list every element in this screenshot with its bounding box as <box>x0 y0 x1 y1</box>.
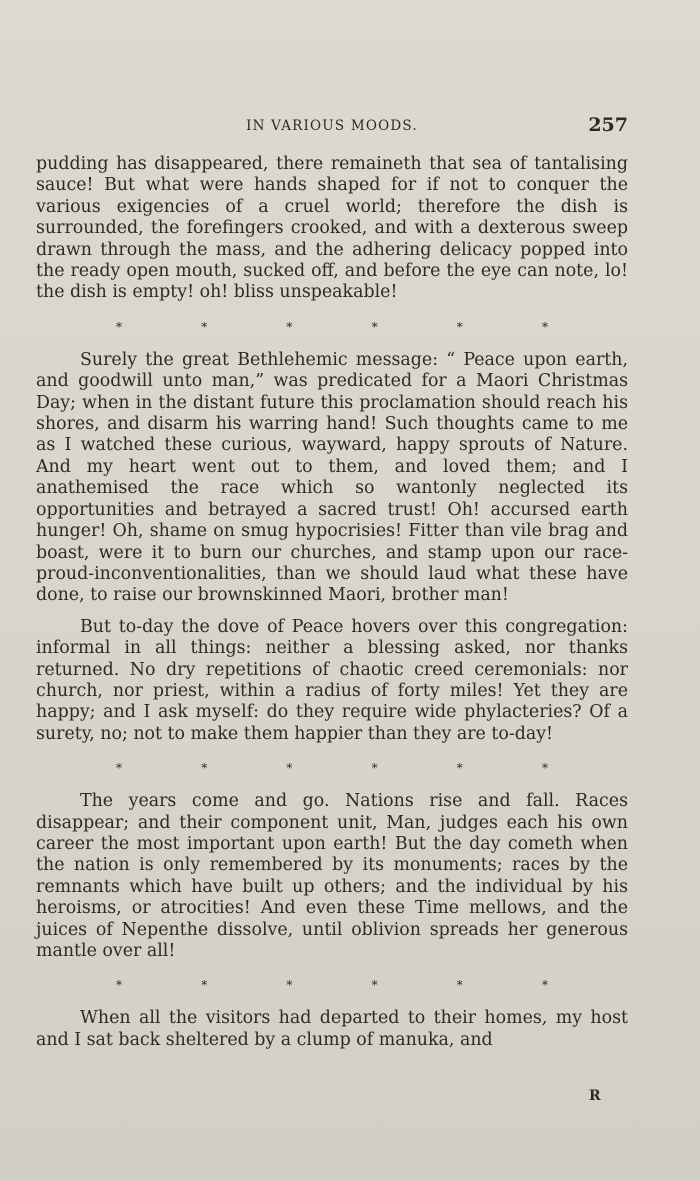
ornament-star: * <box>371 319 378 334</box>
ornament-star: * <box>541 978 548 993</box>
section-break-1 <box>36 304 628 350</box>
body-text <box>36 154 628 1051</box>
ornament-star: * <box>201 761 208 776</box>
ornament-star: * <box>201 319 208 334</box>
signature-mark: R <box>589 1088 601 1104</box>
ornament-star: * <box>116 978 122 993</box>
section-break-3 <box>36 962 628 1008</box>
running-head: IN VARIOUS MOODS. <box>246 118 418 134</box>
ornament-star: * <box>201 978 208 993</box>
section-break-2 <box>36 745 628 791</box>
ornament-star: * <box>116 761 122 776</box>
page-header <box>36 116 628 140</box>
paragraph-3: But to-day the dove of Peace hovers over this congregation: informal in all things: neither a blessing asked, nor thanks returned. No dry repetitions of chaotic creed ceremonials: nor church, nor priest, within a radius of forty miles! Yet they are happy; and I ask myself: do they require wide phylacteries? Of a surety, no; not to make them happier than they are to-day! <box>36 616 628 744</box>
ornament-star: * <box>286 761 293 776</box>
ornament-star: * <box>286 978 293 993</box>
paragraph-5: When all the visitors had departed to their homes, my host and I sat back sheltered by a clump of manuka, and <box>36 1008 628 1050</box>
paragraph-4: The years come and go. Nations rise and fall. Races disappear; and their component unit, Man, judges each his own career the most important upon earth! But the day cometh when the nation is only remembered by its monuments; races by the remnants which have built up others; and the individual by his heroisms, or atrocities! And even these Time mellows, and the juices of Nepenthe dissolve, until oblivion spreads her generous mantle over all! <box>36 791 628 961</box>
ornament-star: * <box>541 319 548 334</box>
ornament-star: * <box>456 978 463 993</box>
ornament-star: * <box>116 319 122 334</box>
page-number: 257 <box>588 114 628 136</box>
ornament-star: * <box>371 761 378 776</box>
ornament-star: * <box>456 761 463 776</box>
paragraph-1: pudding has disappeared, there remaineth that sea of tantalising sauce! But what were hands shaped for if not to conquer the various exigencies of a cruel world; therefore the dish is surrounded, the forefingers crooked, and with a dexterous sweep drawn through the mass, and the adhering delicacy popped into the ready open mouth, sucked off, and before the eye can note, lo! the dish is empty! oh! bliss unspeakable! <box>36 154 628 303</box>
ornament-star: * <box>541 761 548 776</box>
paragraph-2: Surely the great Bethlehemic message: “ Peace upon earth, and goodwill unto man,” was predicated for a Maori Christmas Day; when in the distant future this proclamation should reach his shores, and disarm his warring hand! Such thoughts came to me as I watched these curious, wayward, happy sprouts of Nature. And my heart went out to them, and loved them; and I anathemised the race which so wantonly neglected its opportunities and betrayed a sacred trust! Oh! accursed earth hunger! Oh, shame on smug hypocrisies! Fitter than vile brag and boast, were it to burn our churches, and stamp upon our race-proud-inconventionalities, than we should laud what these have done, to raise our brownskinned Maori, brother man! <box>36 349 628 606</box>
ornament-star: * <box>286 319 293 334</box>
ornament-star: * <box>456 319 463 334</box>
ornament-star: * <box>371 978 378 993</box>
